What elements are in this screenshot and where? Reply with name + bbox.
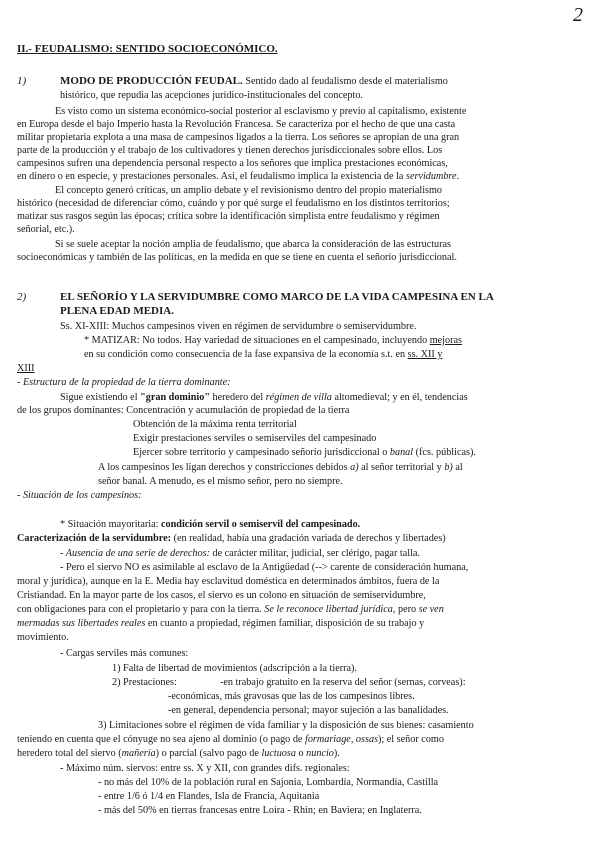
matizar-centuries: ss. XII y	[407, 349, 443, 360]
caract-b: (en realidad, había una gradación variada de derechos y libertades)	[173, 533, 446, 544]
movimiento-line: movimiento.	[17, 632, 69, 643]
p1-line-1: Es visto como un sistema económico-social posterior al esclavismo y previo al capitalismo, existente	[55, 106, 467, 117]
p1-servidumbre: servidumbre	[405, 171, 457, 182]
c3c-c: ) o parcial (salvo pago de	[155, 748, 259, 759]
section-2-heading-1: EL SEÑORÍO Y LA SERVIDUMBRE COMO MARCO DE LA VIDA CAMPESINA EN LA	[60, 291, 494, 303]
p1-period: .	[456, 171, 460, 182]
c3c-e: o	[298, 748, 304, 759]
regimen-villa: régimen de villa	[265, 392, 332, 403]
maximo-2: - entre 1/6 ó 1/4 en Flandes, Isla de Francia, Aquitania	[98, 791, 320, 802]
c3c-a: heredero total del siervo (	[17, 748, 122, 759]
pero-line-3: Cristiandad. En la mayor parte de los casos, el siervo es un colono en situación de semiservidumbre,	[17, 590, 426, 601]
pero-line-1: - Pero el siervo NO es asimilable al esclavo de la Antigüedad (--> carente de consideración humana,	[60, 562, 469, 573]
section-title: II.- FEUDALISMO: SENTIDO SOCIOECONÓMICO.	[17, 43, 278, 55]
exigir-line: Exigir prestaciones serviles o semiserviles del campesinado	[133, 433, 377, 444]
p3-line-2: socioeconómicas y también de las políticas, en la medida en que se tiene en cuenta el señorío jurisdiccional.	[17, 252, 457, 263]
oblig-c: , pero	[392, 604, 417, 615]
sigue-line	[60, 392, 468, 403]
ligan-a: A los campesinos les ligan derechos y constricciones debidos	[98, 462, 348, 473]
sigue-e: altomedieval; y en él, tendencias	[334, 392, 468, 403]
section-1-heading: MODO DE PRODUCCIÓN FEUDAL.	[60, 75, 243, 87]
maximo-line: - Máximo núm. siervos: entre ss. X y XII, con grandes difs. regionales:	[60, 763, 350, 774]
situacion-heading	[17, 490, 142, 501]
c3c-b: mañería	[121, 748, 156, 759]
banal-line: señor banal. A menudo, es el mismo señor, pero no siempre.	[98, 476, 343, 487]
p2-line-1: El concepto generó críticas, un amplio debate y el revisionismo dentro del propio materialismo	[55, 185, 443, 196]
ligan-line	[98, 462, 463, 473]
mermadas-a: mermadas sus libertades reales	[17, 618, 146, 629]
maximo-3: - más del 50% en tierras francesas entre Loira - Rhin; en Baviera; en Inglaterra.	[98, 805, 422, 816]
pero-line-2: moral y jurídica), aunque en la E. Media hay esclavitud doméstica en determinados ámbitos, fuera de la	[17, 576, 440, 587]
cargas-heading: - Cargas serviles más comunes:	[60, 648, 189, 659]
ligan-d: b)	[444, 462, 453, 473]
carga-1: 1) Falta de libertad de movimientos (adscripción a la tierra).	[112, 663, 357, 674]
mermadas-b: en cuanto a propiedad, régimen familiar, disposición de su trabajo y	[147, 618, 425, 629]
oblig-d: se ven	[418, 604, 444, 615]
obtencion-line: Obtención de la máxima renta territorial	[133, 419, 297, 430]
oblig-line	[17, 604, 444, 615]
section-2-heading-2: PLENA EDAD MEDIA.	[60, 305, 174, 317]
ligan-b: a)	[350, 462, 359, 473]
matizar-mejoras: mejoras	[429, 335, 462, 346]
grupos-line: de los grupos dominantes: Concentración y acumulación de propiedad de la tierra	[17, 405, 350, 416]
sigue-a: Sigue existiendo el	[60, 392, 138, 403]
maximo-1: - no más del 10% de la población rural en Sajonia, Lombardía, Normandía, Castilla	[98, 777, 439, 788]
carga-2-label: 2) Prestaciones:	[112, 677, 177, 688]
p1-line-6	[17, 171, 459, 182]
oblig-a: con obligaciones para con el propietario y para con la tierra.	[17, 604, 262, 615]
section-2-number: 2)	[17, 291, 27, 303]
ss-line: Ss. XI-XIII: Muchos campesinos viven en régimen de servidumbre o semiservidumbre.	[60, 321, 417, 332]
ausencia-line	[60, 548, 420, 559]
section-1-number: 1)	[17, 75, 27, 87]
situacion-text: - Situación de los campesinos:	[17, 490, 142, 501]
matizar-line-2	[84, 349, 442, 360]
carga-3-c	[17, 748, 340, 759]
carga-3-b	[17, 734, 444, 745]
ausencia-a: - Ausencia de una serie de derechos:	[60, 548, 210, 559]
mayoritaria-a: * Situación mayoritaria:	[60, 519, 159, 530]
mermadas-line	[17, 618, 424, 629]
carga-2-b: -en trabajo gratuito en la reserva del señor (sernas, corveas):	[220, 677, 466, 688]
gran-dominio: "gran dominio"	[140, 392, 210, 403]
ejercer-c: (fcs. públicas).	[415, 447, 476, 458]
estructura-heading	[17, 377, 231, 388]
c3c-f: nuncio	[306, 748, 334, 759]
p3-line-1: Si se suele aceptar la noción amplia de feudalismo, que abarca la consideración de las estructuras	[55, 239, 452, 250]
mayoritaria-line	[60, 519, 360, 530]
page-number: 2	[573, 4, 583, 26]
p1-line-3: militar propietaria explota a una masa de campesinos ligados a la tierra. Los señores se apropian de una gran	[17, 132, 460, 143]
mayoritaria-b: condición servil o semiservil del campesinado.	[161, 519, 361, 530]
oblig-b: Se le reconoce libertad jurídica	[264, 604, 393, 615]
carga-3: 3) Limitaciones sobre el régimen de vida familiar y la disposición de sus bienes: casamiento	[98, 720, 474, 731]
c3b-a: teniendo en cuenta que el cónyuge no sea ajeno al dominio (o pago de	[17, 734, 303, 745]
sigue-c: heredero del	[212, 392, 264, 403]
ejercer-a: Ejercer sobre territorio y campesinado señorío jurisdiccional o	[133, 447, 388, 458]
ligan-c: al señor territorial y	[361, 462, 442, 473]
p1-line-4: parte de la producción y el trabajo de los cultivadores y tienen derechos jurisdiccionales sobre ellos. Los	[17, 145, 443, 156]
ejercer-line	[133, 447, 476, 458]
p2-line-2: histórico (necesidad de diferenciar cómo, cuándo y por qué surge el feudalismo en los distintos territorios;	[17, 198, 450, 209]
carga-2-d: -en general, dependencia personal; mayor sujeción a las banalidades.	[168, 705, 449, 716]
section-1-intro: Sentido dado al feudalismo desde el materialismo	[245, 76, 448, 87]
p2-line-4: señorial, etc.).	[17, 224, 75, 235]
carga-2-c: -económicas, más gravosas que las de los campesinos libres.	[168, 691, 415, 702]
matizar-text-2: en su condición como consecuencia de la fase expansiva de la economía s.t. en	[84, 349, 406, 360]
caract-a: Caracterización de la servidumbre:	[17, 533, 172, 544]
section-1-intro-2: histórico, que repudia las acepciones jurídico-institucionales del concepto.	[60, 90, 363, 101]
c3b-c: ); el señor como	[378, 734, 444, 745]
matizar-line-1	[84, 335, 462, 346]
p2-line-3: matizar sus rasgos según las épocas; crítica sobre la identificación simplista entre feudalismo y régimen	[17, 211, 440, 222]
matizar-line-3	[17, 363, 35, 374]
c3b-b: formariage, ossas	[304, 734, 379, 745]
matizar-xiii: XIII	[17, 363, 35, 374]
ligan-e: al	[455, 462, 463, 473]
caract-line	[17, 533, 446, 544]
c3c-d: luctuosa	[261, 748, 296, 759]
estructura-text: - Estructura de la propiedad de la tierra dominante:	[17, 377, 231, 388]
p1-last: en dinero o en especie, y prestaciones personales. Así, el feudalismo implica la existencia de la	[17, 171, 404, 182]
p1-line-5: campesinos sufren una dependencia personal respecto a los señores que implica prestaciones económicas,	[17, 158, 448, 169]
ejercer-banal: banal	[389, 447, 414, 458]
ausencia-b: de carácter militar, judicial, ser clérigo, pagar talla.	[212, 548, 420, 559]
p1-line-2: en Europa desde el bajo Imperio hasta la Revolución Francesa. Se caracteriza por el hecho de que una casta	[17, 119, 456, 130]
section-1-heading-line	[60, 76, 448, 87]
c3c-g: ).	[333, 748, 340, 759]
matizar-text: * MATIZAR: No todos. Hay variedad de situaciones en el campesinado, incluyendo	[84, 335, 428, 346]
